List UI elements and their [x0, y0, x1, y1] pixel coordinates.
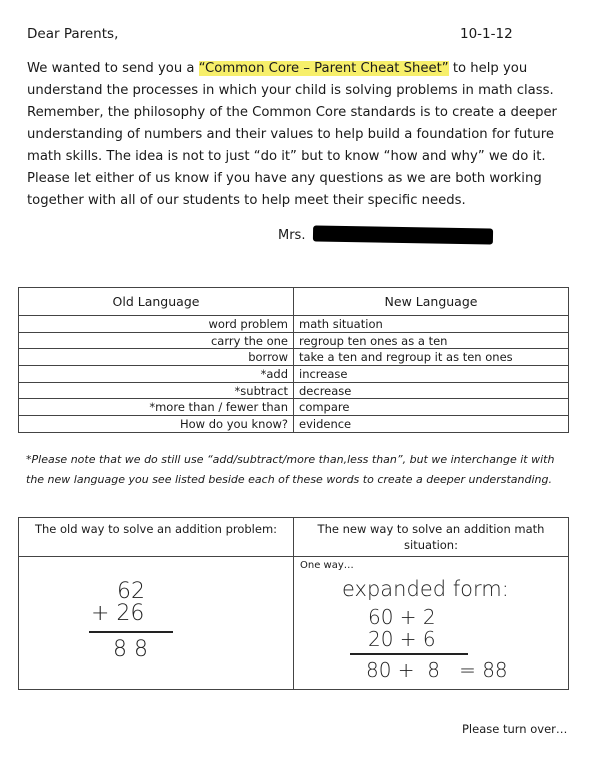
old-way-cell — [19, 557, 294, 690]
table-row — [19, 316, 569, 333]
new-term: math situation — [294, 316, 569, 333]
table-row — [19, 399, 569, 416]
signature-label: Mrs. — [278, 228, 306, 243]
new-way-cell — [294, 557, 569, 690]
new-term: regroup ten ones as a ten — [294, 332, 569, 349]
letter-body — [27, 58, 562, 212]
new-work-result: 80 + 8 = 88 — [366, 658, 508, 682]
expanded-form-label: expanded form: — [342, 577, 509, 601]
old-work-result: 8 8 — [113, 637, 148, 662]
old-term: carry the one — [19, 332, 294, 349]
old-term: borrow — [19, 349, 294, 366]
old-work-sum-line — [89, 631, 173, 633]
new-term: decrease — [294, 382, 569, 399]
language-table — [18, 287, 569, 433]
table-row — [19, 349, 569, 366]
old-term: word problem — [19, 316, 294, 333]
new-way-header: The new way to solve an addition math situation: — [294, 518, 569, 557]
table-row — [19, 366, 569, 383]
letter-intro-after: to help you understand the processes in which your child is solving problems in math class. Remember, the philosophy of the Common Core standards is to create a deeper understanding of numbers and their values to help build a foundation for future math skills. The idea is not to just “do it” but to know “how and why” we do it. Please let either of us know if you have any questions as we are both working together with all of our students to help meet their specific needs. — [27, 61, 557, 208]
old-term: *add — [19, 366, 294, 383]
one-way-label: One way… — [300, 560, 354, 571]
new-work-line2: 20 + 6 — [368, 627, 436, 651]
redacted-name — [313, 225, 493, 244]
old-way-header: The old way to solve an addition problem: — [19, 518, 294, 557]
new-term: increase — [294, 366, 569, 383]
methods-table — [18, 517, 569, 690]
old-term: *subtract — [19, 382, 294, 399]
new-work-line1: 60 + 2 — [368, 605, 436, 629]
letter-intro-before: We wanted to send you a — [27, 61, 199, 76]
new-language-header: New Language — [294, 288, 569, 316]
turn-over-note: Please turn over… — [462, 722, 568, 736]
table-row — [19, 332, 569, 349]
table-row — [19, 416, 569, 433]
language-note: *Please note that we do still use “add/subtract/more than,less than”, but we interchange it with the new language you see listed beside each of these words to create a deeper understanding. — [26, 453, 555, 486]
new-term: take a ten and regroup it as ten ones — [294, 349, 569, 366]
letter-greeting: Dear Parents, — [27, 26, 119, 42]
highlighted-title: “Common Core – Parent Cheat Sheet” — [198, 61, 449, 76]
letter-date: 10-1-12 — [460, 26, 513, 42]
new-term: evidence — [294, 416, 569, 433]
new-term: compare — [294, 399, 569, 416]
old-term: How do you know? — [19, 416, 294, 433]
old-term: *more than / fewer than — [19, 399, 294, 416]
old-language-header: Old Language — [19, 288, 294, 316]
old-work-top: 62 — [117, 579, 145, 604]
table-row — [19, 382, 569, 399]
new-work-sum-line — [350, 653, 468, 655]
old-work-bottom: + 26 — [91, 601, 145, 626]
